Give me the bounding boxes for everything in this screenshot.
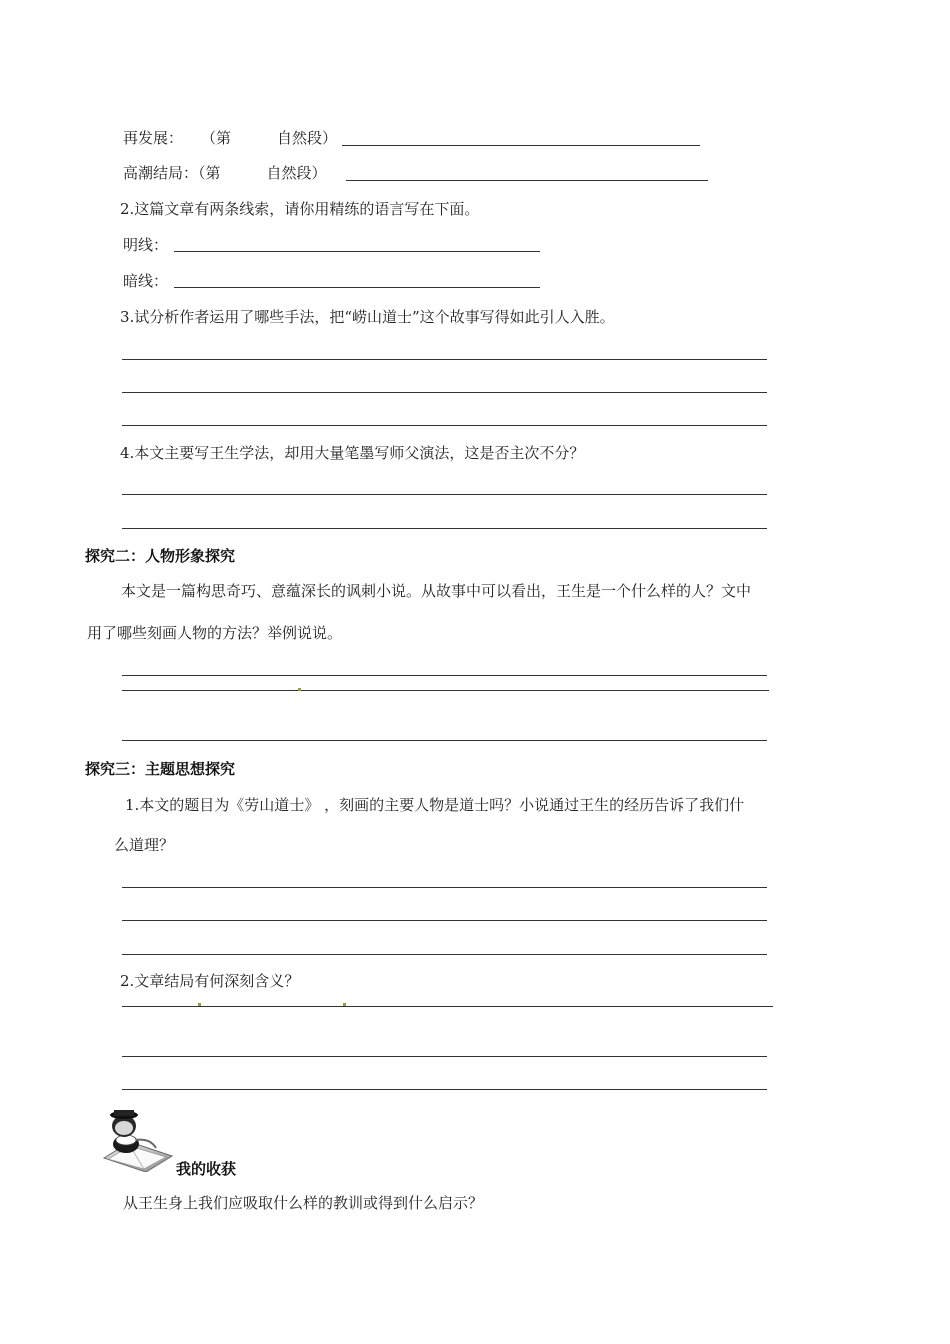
- explicit-clue-line[interactable]: [174, 251, 540, 252]
- development-row: [123, 128, 337, 148]
- development-suffix: 自然段）: [277, 129, 338, 147]
- harvest-question: 从王生身上我们应吸取什么样的教训或得到什么启示？: [123, 1194, 484, 1212]
- q3-answer-line-1[interactable]: [122, 359, 767, 360]
- inquiry-3-q2: 2.文章结局有何深刻含义？: [120, 972, 300, 990]
- explicit-clue-label: 明线：: [123, 236, 169, 254]
- scan-mark: [298, 688, 301, 691]
- inquiry-2-answer-line-2[interactable]: [122, 690, 769, 691]
- q3-answer-line-3[interactable]: [122, 425, 767, 426]
- inquiry-3-q1-line-2: 么道理？: [114, 836, 175, 854]
- implicit-clue-line[interactable]: [174, 287, 540, 288]
- inquiry-3-q1-answer-line-3[interactable]: [122, 954, 767, 955]
- inquiry-2-line-2: 用了哪些刻画人物的方法？举例说说。: [87, 624, 343, 642]
- inquiry-2-answer-line-3[interactable]: [122, 740, 767, 741]
- climax-row: [123, 163, 327, 183]
- inquiry-2-answer-line-1[interactable]: [122, 675, 767, 676]
- development-label: 再发展：: [123, 129, 184, 147]
- inquiry-2-heading: 探究二：人物形象探究: [85, 547, 236, 565]
- inquiry-3-q1-answer-line-1[interactable]: [122, 887, 767, 888]
- q4-answer-line-2[interactable]: [122, 528, 767, 529]
- climax-suffix: 自然段）: [266, 164, 327, 182]
- development-answer-line[interactable]: [342, 145, 700, 146]
- scan-mark: [198, 1003, 201, 1006]
- climax-answer-line[interactable]: [346, 180, 708, 181]
- q3-answer-line-2[interactable]: [122, 392, 767, 393]
- climax-label: 高潮结局：（第: [123, 164, 221, 182]
- question-2: 2.这篇文章有两条线索，请你用精练的语言写在下面。: [120, 200, 480, 218]
- inquiry-3-q2-answer-line-3[interactable]: [122, 1089, 767, 1090]
- inquiry-3-heading: 探究三：主题思想探究: [85, 760, 236, 778]
- inquiry-3-q1-line-1: 1.本文的题目为《劳山道士》 ，刻画的主要人物是道士吗？小说通过王生的经历告诉了我们什: [125, 796, 745, 814]
- q4-answer-line-1[interactable]: [122, 494, 767, 495]
- implicit-clue-label: 暗线：: [123, 272, 169, 290]
- harvest-heading: 我的收获: [176, 1160, 237, 1178]
- reading-student-icon-graphic: [100, 1106, 176, 1172]
- inquiry-3-q1-answer-line-2[interactable]: [122, 920, 767, 921]
- question-3: 3.试分析作者运用了哪些手法，把“崂山道士”这个故事写得如此引人入胜。: [120, 308, 615, 326]
- inquiry-3-q2-answer-line-1[interactable]: [122, 1006, 773, 1007]
- inquiry-3-q2-answer-line-2[interactable]: [122, 1056, 767, 1057]
- question-4: 4.本文主要写王生学法，却用大量笔墨写师父演法，这是否主次不分？: [120, 444, 585, 462]
- reading-student-icon: [100, 1106, 176, 1172]
- inquiry-2-line-1: 本文是一篇构思奇巧、意蕴深长的讽刺小说。从故事中可以看出，王生是一个什么样的人？文中: [121, 582, 752, 600]
- development-paren: （第: [201, 129, 232, 147]
- scan-mark: [343, 1003, 346, 1006]
